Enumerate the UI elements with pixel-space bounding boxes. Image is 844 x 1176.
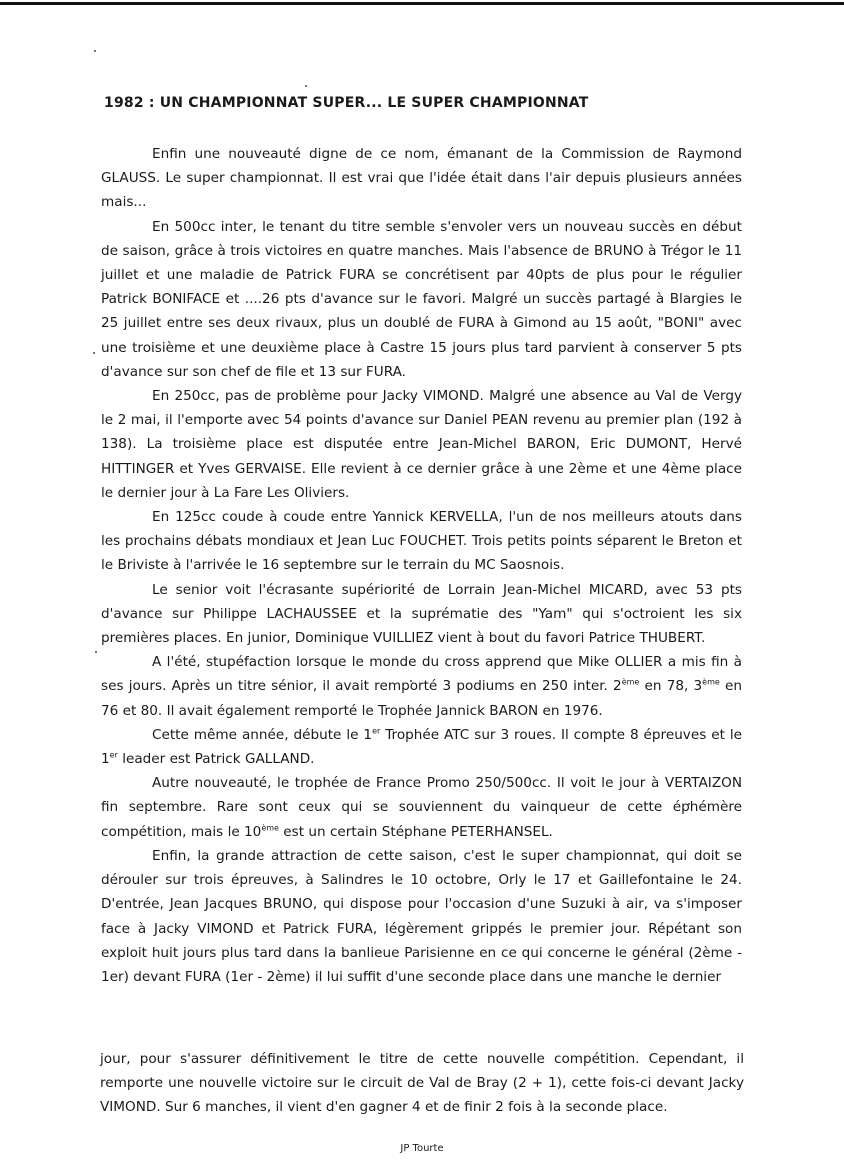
scan-speck	[94, 50, 96, 52]
paragraph: Le senior voit l'écrasante supériorité de Lorrain Jean-Michel MICARD, avec 53 pts d'avance sur Philippe LACHAUSSEE et la suprématie des "Yam" qui s'octroient les six premières places. En junior, Dominique VUILLIEZ vient à bout du favori Patrice THUBERT.	[101, 581, 742, 647]
superscript: er	[372, 726, 381, 736]
paragraph: En 500cc inter, le tenant du titre semble s'envoler vers un nouveau succès en début de saison, grâce à trois victoires en quatre manches. Mais l'absence de BRUNO à Trégor le 11 juillet et une maladie de Patrick FURA se concrétisent par 40pts de plus pour le régulier Patrick BONIFACE et ....26 pts d'avance sur le favori. Malgré un succès partagé à Blargies le 25 juillet entre ses deux rivaux, plus un doublé de FURA à Gimond au 15 août, "BONI" avec une troisième et une deuxième place à Castre 15 jours plus tard parvient à conserver 5 pts d'avance sur son chef de file et 13 sur FURA.	[101, 218, 742, 380]
scan-speck	[93, 352, 95, 354]
paragraph: Enfin une nouveauté digne de ce nom, émanant de la Commission de Raymond GLAUSS. Le super championnat. Il est vrai que l'idée était dans l'air depuis plusieurs années mais...	[101, 146, 742, 211]
paragraph: En 250cc, pas de problème pour Jacky VIMOND. Malgré une absence au Val de Vergy le 2 mai, il l'emporte avec 54 points d'avance sur Daniel PEAN revenu au premier plan (192 à 138). La troisième place est disputée entre Jean-Michel BARON, Eric DUMONT, Hervé HITTINGER et Yves GERVAISE. Elle revient à ce dernier grâce à une 2ème et une 4ème place le dernier jour à La Fare Les Oliviers.	[101, 388, 742, 501]
text-run: Trophée ATC sur 3 roues. Il compte 8 épreuves et le 1	[101, 726, 742, 768]
text-run: Cette même année, débute le 1	[152, 726, 373, 743]
paragraph	[101, 650, 742, 723]
superscript: ème	[621, 677, 640, 687]
scan-speck	[95, 651, 97, 653]
document-body	[101, 142, 742, 989]
page-footer-author: JP Tourte	[400, 1143, 444, 1154]
superscript: ème	[702, 677, 720, 687]
text-run: en 76 et 80. Il avait également remporté le Trophée Jannick BARON en 1976.	[101, 678, 742, 719]
text-run: est un certain Stéphane PETERHANSEL.	[278, 823, 553, 840]
scan-top-border	[0, 2, 844, 5]
text-run: en 78, 3	[639, 678, 703, 695]
page-title: 1982 : UN CHAMPIONNAT SUPER... LE SUPER CHAMPIONNAT	[104, 95, 589, 111]
scan-speck	[305, 85, 307, 87]
text-run: leader est Patrick GALLAND.	[117, 751, 315, 768]
paragraph	[101, 771, 742, 844]
superscript: ème	[261, 823, 279, 833]
text-run: A l'été, stupéfaction lorsque le monde du cross apprend que Mike OLLIER a mis fin à ses jours. Après un titre sénior, il avait remporté 3 podiums en 250 inter. 2	[101, 654, 742, 695]
paragraph	[101, 723, 742, 771]
text-run: Autre nouveauté, le trophée de France Promo 250/500cc. Il voit le jour à VERTAIZON fin septembre. Rare sont ceux qui se souviennent du vainqueur de cette éphémère compétition, mais le 10	[101, 775, 742, 840]
paragraph: jour, pour s'assurer définitivement le titre de cette nouvelle compétition. Cependant, il remporte une nouvelle victoire sur le circuit de Val de Bray (2 + 1), cette fois-ci devant Jacky VIMOND. Sur 6 manches, il vient d'en gagner 4 et de finir 2 fois à la seconde place.	[100, 1051, 744, 1116]
paragraph: En 125cc coude à coude entre Yannick KERVELLA, l'un de nos meilleurs atouts dans les prochains débats mondiaux et Jean Luc FOUCHET. Trois petits points séparent le Breton et le Briviste à l'arrivée le 16 septembre sur le terrain du MC Saosnois.	[101, 509, 742, 574]
closing-paragraph	[72, 1047, 744, 1120]
paragraph: Enfin, la grande attraction de cette saison, c'est le super championnat, qui doit se dérouler sur trois épreuves, à Salindres le 10 octobre, Orly le 17 et Gaillefontaine le 24. D'entrée, Jean Jacques BRUNO, qui dispose pour l'occasion d'une Suzuki à air, va s'imposer face à Jacky VIMOND et Patrick FURA, légèrement grippés le premier jour. Répétant son exploit huit jours plus tard dans la banlieue Parisienne en ce qui concerne le général (2ème - 1er) devant FURA (1er - 2ème) il lui suffit d'une seconde place dans une manche le dernier	[101, 847, 742, 985]
superscript: er	[109, 750, 118, 760]
